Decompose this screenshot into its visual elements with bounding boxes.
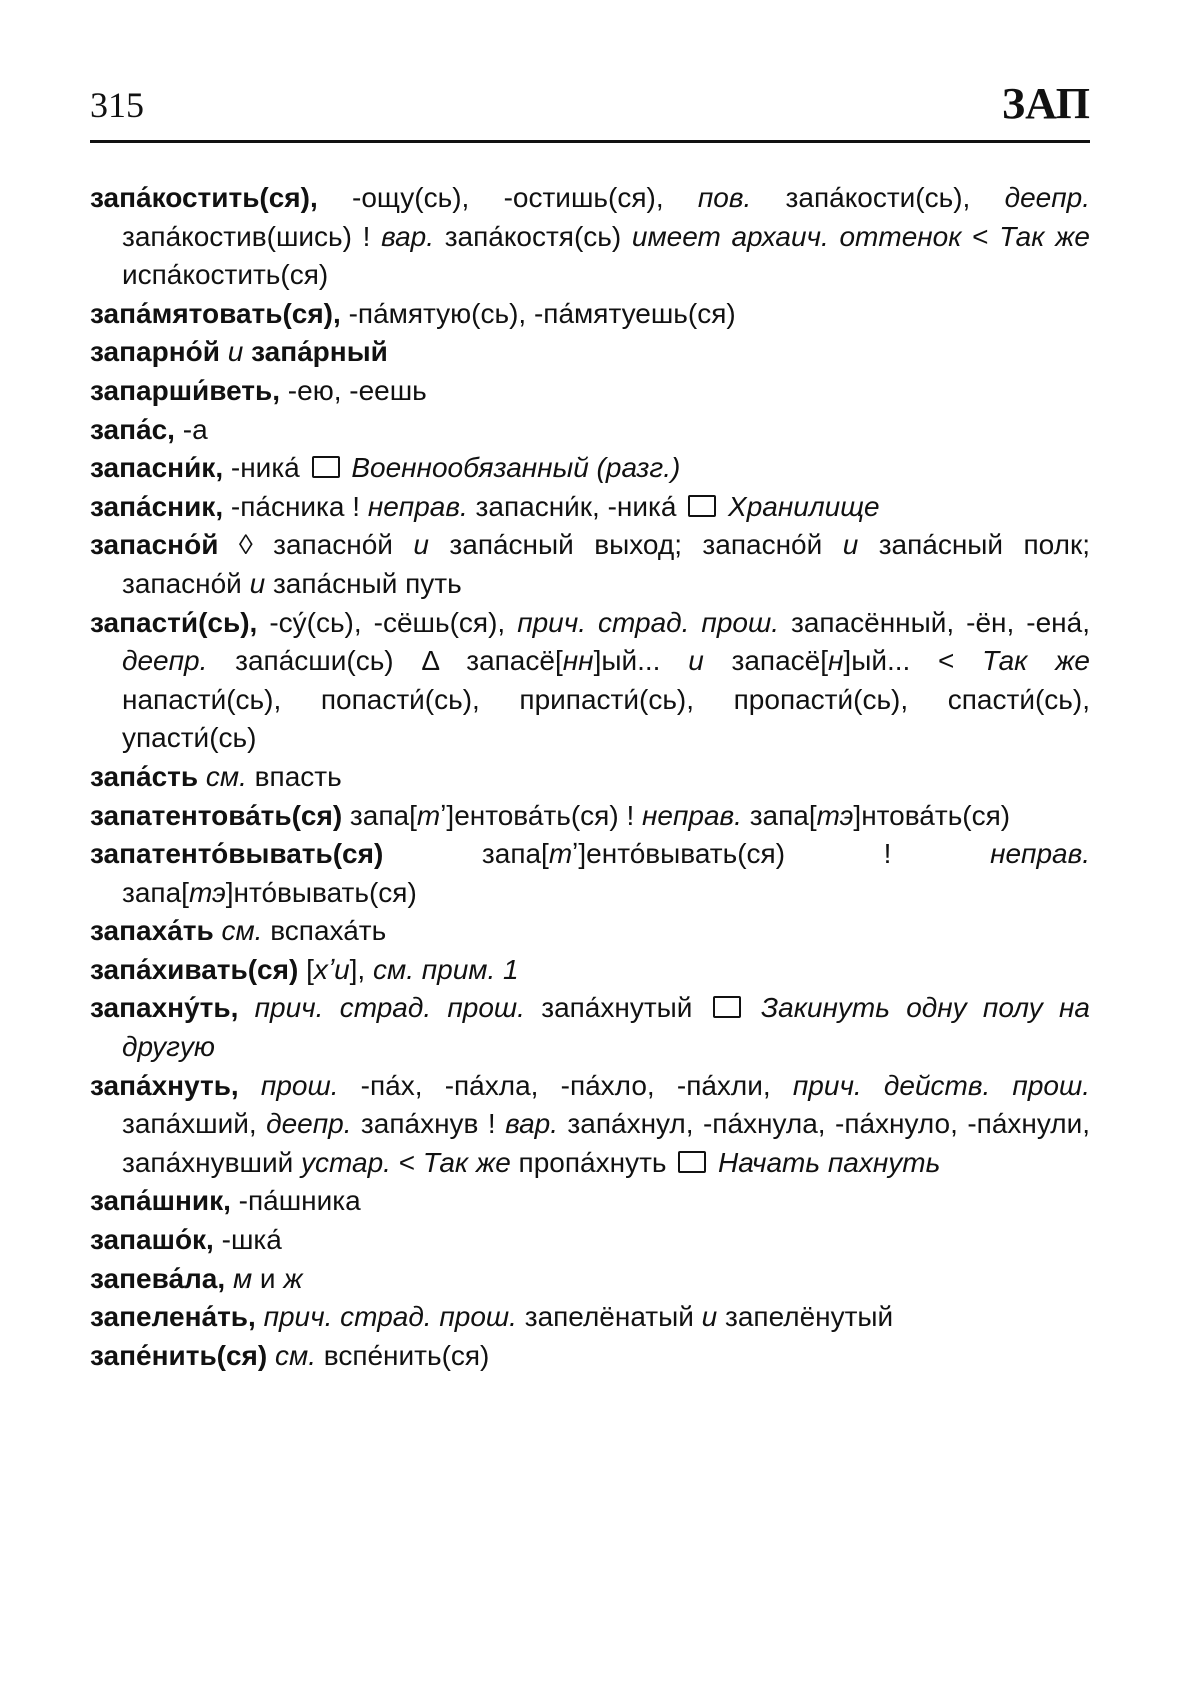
entry-text: ]нтова́ть(ся) — [853, 799, 1011, 831]
grammar-label: Так же — [982, 645, 1090, 677]
dictionary-entry — [90, 488, 1090, 527]
dictionary-entry — [90, 179, 1090, 295]
entry-text: испа́костить(ся) — [122, 259, 329, 291]
headword: запа́мятовать(ся), — [90, 297, 341, 329]
entry-text: запа́хнутый — [524, 992, 709, 1024]
dictionary-entry — [90, 333, 1090, 372]
page-number: 315 — [90, 85, 144, 125]
grammar-label: и — [842, 529, 859, 561]
grammar-label: неправ. — [642, 799, 742, 831]
grammar-label: имеет архаич. оттенок — [631, 220, 962, 252]
entry-text: запасни́к, -ника́ — [467, 490, 685, 522]
dictionary-entry — [90, 1067, 1090, 1183]
headword: запелена́ть, — [90, 1301, 256, 1333]
headword: запа́хивать(ся) — [90, 953, 299, 985]
entry-text: запа[ — [741, 799, 817, 831]
entry-text: запа́хший, — [122, 1108, 267, 1140]
entry-text: < — [390, 1146, 423, 1178]
entry-text: ]нто́вывать(ся) — [225, 876, 417, 908]
entry-text: ʼ]енто́вывать(ся) ! — [572, 838, 991, 870]
meaning-box-icon — [312, 456, 340, 478]
grammar-label: Закинуть одну полу на другую — [122, 992, 1091, 1063]
entry-text: запасё[ — [703, 645, 828, 677]
entry-text: вспаха́ть — [262, 915, 387, 947]
headword: запасни́к, — [90, 452, 224, 484]
entry-text: запелёнутый — [717, 1301, 894, 1333]
entry-text: впасть — [246, 760, 342, 792]
dictionary-entry — [90, 526, 1090, 603]
entry-text: запа́сный путь — [265, 567, 462, 599]
headword: запарши́веть, — [90, 374, 281, 406]
grammar-label: прич. страд. прош. — [238, 992, 525, 1024]
dictionary-entry — [90, 1298, 1090, 1337]
grammar-label: Так же — [422, 1146, 511, 1178]
entry-text: запа[ — [383, 838, 549, 870]
grammar-label: деепр. — [1004, 182, 1090, 213]
dictionary-entry — [90, 1260, 1090, 1299]
grammar-label: вар. — [505, 1108, 558, 1140]
grammar-label: устар. — [301, 1146, 391, 1178]
entry-text: -па́мятую(сь), -па́мятуешь(ся) — [340, 297, 736, 329]
grammar-label: н — [828, 645, 844, 677]
entry-text: запа́хнул, -па́хнула, -па́хнуло, -па́хнули, запа́хнувший — [122, 1108, 1090, 1178]
meaning-box-icon — [688, 495, 716, 517]
grammar-label: м — [225, 1262, 253, 1294]
grammar-label: пов. — [697, 182, 752, 213]
grammar-label: и — [219, 336, 252, 368]
grammar-label: и — [701, 1301, 718, 1333]
dictionary-entry — [90, 1182, 1090, 1221]
headword: запева́ла, — [90, 1262, 226, 1294]
grammar-label: см. прим. 1 — [373, 953, 519, 985]
grammar-label: и — [413, 529, 429, 561]
entry-text: -а — [174, 413, 208, 445]
headword: запе́нить(ся) — [90, 1339, 268, 1371]
grammar-label: Начать пахнуть — [710, 1146, 941, 1178]
headword: запатенто́вывать(ся) — [90, 838, 384, 870]
grammar-label: прич. страд. прош. — [255, 1301, 517, 1333]
grammar-label: тэ — [816, 799, 854, 831]
headword: запа́хнуть, — [90, 1069, 239, 1101]
grammar-label: нн — [562, 645, 594, 677]
entry-text: -па́х, -па́хла, -па́хло, -па́хли, — [338, 1069, 793, 1101]
entry-text: запа́сный выход; запасно́й — [428, 529, 843, 561]
headword: запахну́ть, — [90, 992, 239, 1024]
dictionary-entry — [90, 797, 1090, 836]
entry-text: -су́(сь), -сёшь(ся), — [257, 606, 518, 638]
grammar-label: Военнообязанный (разг.) — [343, 452, 681, 484]
entry-text: запа́костив(шись) ! — [122, 220, 382, 252]
entry-text: -па́сника ! — [223, 490, 368, 522]
entry-text: ]ый... < — [843, 645, 983, 677]
entry-text: запелёнатый — [516, 1301, 702, 1333]
grammar-label: прич. страд. прош. — [517, 606, 779, 638]
guide-word: ЗАП — [1001, 79, 1090, 128]
grammar-label: деепр. — [266, 1108, 352, 1140]
grammar-label: см. — [213, 915, 263, 947]
headword: запа́сть — [90, 760, 199, 792]
grammar-label: прич. действ. прош. — [792, 1069, 1090, 1101]
dictionary-entry — [90, 1337, 1090, 1376]
entry-text: -па́шника — [230, 1185, 361, 1217]
entry-text: ◊ запасно́й — [218, 529, 414, 561]
grammar-label: ж — [283, 1262, 303, 1294]
grammar-label: неправ. — [367, 490, 468, 522]
dictionary-entry — [90, 372, 1090, 411]
entry-text: запасённый, -ён, -ена́, — [778, 606, 1090, 638]
entry-text: запа́костя(сь) — [434, 220, 632, 252]
entry-text: запа́сши(сь) Δ запасё[ — [207, 645, 563, 677]
entry-text: запа́кости(сь), — [751, 182, 1005, 213]
dictionary-entry — [90, 604, 1090, 758]
headword: запа́костить(ся), — [90, 182, 318, 213]
entry-text: ]ый... — [593, 645, 689, 677]
entry-text: запа́сный полк; запасно́й — [122, 529, 1091, 599]
grammar-label: деепр. — [122, 645, 208, 677]
page-header — [90, 78, 1090, 143]
grammar-label: и — [249, 567, 266, 599]
entry-text: -ника́ — [223, 452, 308, 484]
grammar-label: т — [548, 838, 573, 870]
grammar-label: вар. — [381, 220, 435, 252]
entry-text: запа[ — [342, 799, 417, 831]
grammar-label: неправ. — [990, 838, 1091, 870]
dictionary-entry — [90, 295, 1090, 334]
entry-text: -ею, -еешь — [280, 374, 427, 406]
grammar-label: хʼи — [313, 953, 350, 985]
dictionary-entry — [90, 411, 1090, 450]
entry-text: ], — [349, 953, 373, 985]
grammar-label: Так же — [999, 220, 1090, 252]
grammar-label: т — [416, 799, 441, 831]
entry-text: пропа́хнуть — [510, 1146, 675, 1178]
entry-text: напасти́(сь), попасти́(сь), припасти́(сь), пропасти́(сь), спасти́(сь), упасти́(сь) — [122, 683, 1090, 754]
dictionary-entry — [90, 989, 1090, 1066]
grammar-label: прош. — [238, 1069, 339, 1101]
headword: запасти́(сь), — [90, 606, 258, 638]
entry-text: и — [252, 1262, 284, 1294]
meaning-box-icon — [713, 996, 741, 1018]
entry-text: вспе́нить(ся) — [315, 1339, 490, 1371]
grammar-label: тэ — [188, 876, 226, 908]
grammar-label: см. — [267, 1339, 316, 1371]
entry-text: < — [961, 220, 1000, 252]
headword: запарно́й — [90, 336, 220, 368]
dictionary-entry — [90, 1221, 1090, 1260]
dictionary-page — [90, 78, 1090, 1375]
headword: запа́рный — [251, 336, 388, 368]
dictionary-entry — [90, 758, 1090, 797]
headword: запашо́к, — [90, 1224, 214, 1256]
meaning-box-icon — [678, 1151, 706, 1173]
entry-text: [ — [298, 953, 314, 985]
entry-text: запа[ — [122, 876, 189, 908]
headword: запа́с, — [90, 413, 175, 445]
dictionary-entry — [90, 951, 1090, 990]
dictionary-entry — [90, 449, 1090, 488]
dictionary-entry — [90, 912, 1090, 951]
grammar-label: и — [688, 645, 704, 677]
headword: запасно́й — [90, 529, 219, 561]
grammar-label: см. — [198, 760, 247, 792]
entry-list — [90, 179, 1090, 1375]
dictionary-entry — [90, 835, 1090, 912]
entry-text: -шка́ — [213, 1224, 282, 1256]
grammar-label: Хранилище — [720, 490, 880, 522]
headword: запаха́ть — [90, 915, 214, 947]
headword: запатентова́ть(ся) — [90, 799, 343, 831]
entry-text: -ощу(сь), -остишь(ся), — [317, 182, 698, 213]
entry-text: ʼ]ентова́ть(ся) ! — [440, 799, 642, 831]
entry-text: запа́хнув ! — [351, 1108, 506, 1140]
headword: запа́шник, — [90, 1185, 231, 1217]
headword: запа́сник, — [90, 490, 224, 522]
